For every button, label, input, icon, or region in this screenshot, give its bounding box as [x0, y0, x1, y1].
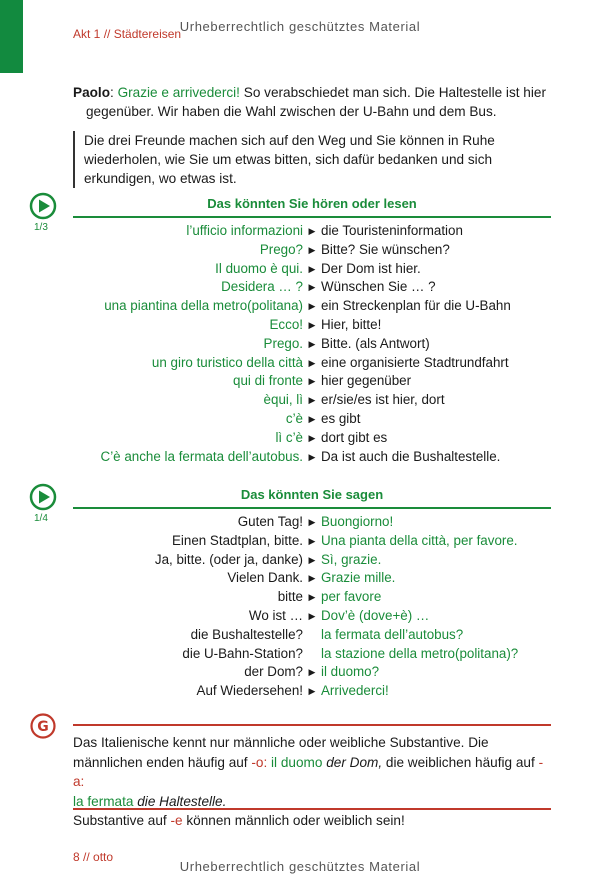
arrow-icon: ▶ [308, 667, 316, 678]
header-separator: // [103, 27, 111, 41]
vocab-row [73, 588, 551, 607]
ending-a: -a: [73, 754, 544, 789]
arrow-icon: ▶ [308, 226, 316, 236]
vocab-row [73, 391, 551, 410]
arrow-icon: ▶ [308, 319, 316, 330]
section-title-listen: Das könnten Sie hören oder lesen [207, 196, 417, 211]
arrow-icon: ▶ [308, 357, 316, 368]
grammar-icon-letter: G [37, 719, 49, 735]
arrow-icon: ▶ [308, 338, 316, 349]
vocab-right: Bitte? Sie wünschen? [321, 241, 450, 257]
vocab-right: Sì, grazie. [321, 551, 382, 567]
vocab-row [73, 448, 551, 467]
arrow-icon: ▶ [308, 301, 316, 312]
vocab-row [73, 626, 551, 645]
section-rule [73, 216, 551, 218]
grammar-text-3a: Substantive auf [73, 813, 167, 828]
arrow-icon: ▶ [308, 686, 316, 697]
narration-note: Die drei Freunde machen sich auf den Weg und Sie können in Ruhe wiederholen, wie Sie um etwas bitten, sich dafür bedanken und sich erkundigen, wo etwas ist. [73, 131, 562, 188]
speaker-quote: Grazie e arrivederci! [117, 85, 240, 100]
ending-e: -e [170, 813, 183, 828]
vocab-left: qui di fronte [233, 373, 303, 389]
vocab-row [73, 663, 551, 682]
vocab-left: lì c’è [275, 429, 303, 445]
vocab-right: Una pianta della città, per favore. [321, 532, 518, 548]
vocab-row [73, 316, 551, 335]
vocab-right: die Touristeninformation [321, 223, 463, 238]
arrow-icon: ▶ [308, 282, 316, 293]
vocab-left: Prego? [259, 241, 303, 257]
audio-track-number: 1/3 [34, 222, 48, 233]
vocab-right: la fermata dell’autobus? [321, 626, 464, 642]
section-title-speak: Das könnten Sie sagen [240, 487, 384, 502]
vocab-right: Bitte. (als Antwort) [321, 335, 430, 351]
vocab-left: èqui, lì [263, 392, 303, 408]
arrow-icon: ▶ [308, 263, 316, 274]
vocab-left: Desidera … ? [221, 279, 303, 295]
vocab-left: Vielen Dank. [227, 570, 303, 586]
chapter-color-bar [0, 0, 23, 73]
vocab-right: Dov’è (dove+è) … [321, 607, 430, 623]
vocab-right: eine organisierte Stadtrundfahrt [321, 354, 509, 370]
vocab-right: Grazie mille. [321, 570, 396, 586]
vocab-right: Buongiorno! [321, 514, 394, 529]
page-number: 8 [73, 850, 80, 864]
grammar-icon [30, 713, 56, 739]
vocab-right: ein Streckenplan für die U-Bahn [321, 298, 511, 314]
vocab-left: Prego. [263, 335, 303, 351]
translation-a: die Haltestelle. [137, 793, 227, 809]
vocab-left: die Bushaltestelle? [190, 626, 303, 642]
vocab-row [73, 260, 551, 279]
vocab-row [73, 429, 551, 448]
vocab-left: Ja, bitte. (oder ja, danke) [154, 551, 303, 567]
vocab-right: la stazione della metro(politana)? [321, 645, 519, 661]
intro-paragraph: Paolo: Grazie e arrivederci! So verabschiedet man sich. Die Haltestelle ist hier gegenüber. Wir haben die Wahl zwischen der U-Bahn und dem Bus. [73, 85, 546, 119]
vocab-row [73, 241, 551, 260]
vocab-list-listen [73, 222, 551, 466]
vocab-left: Guten Tag! [237, 514, 303, 529]
vocab-left: c’è [285, 410, 303, 426]
example-a: la fermata [73, 793, 134, 809]
vocab-right: hier gegenüber [321, 373, 412, 389]
arrow-icon: ▶ [308, 451, 316, 462]
grammar-rule-top [73, 724, 551, 726]
arrow-icon: ▶ [308, 376, 316, 387]
vocab-row [73, 551, 551, 570]
arrow-icon: ▶ [308, 244, 316, 255]
arrow-icon: ▶ [308, 535, 316, 546]
arrow-icon: ▶ [308, 432, 316, 443]
grammar-text-3b: können männlich oder weiblich sein! [186, 813, 405, 828]
audio-track-number: 1/4 [34, 513, 48, 524]
ending-o: -o: [251, 754, 268, 770]
grammar-rule-bottom [73, 808, 551, 810]
translation-o: der Dom, [326, 754, 383, 770]
vocab-left: der Dom? [244, 664, 303, 680]
vocab-right: er/sie/es ist hier, dort [321, 392, 445, 408]
arrow-icon: ▶ [308, 395, 316, 406]
vocab-left: Einen Stadtplan, bitte. [171, 532, 303, 548]
running-header [73, 27, 181, 41]
vocab-row [73, 569, 551, 588]
vocab-row [73, 682, 551, 701]
vocab-left: un giro turistico della città [151, 354, 303, 370]
speaker-name: Paolo [73, 85, 111, 100]
vocab-row [73, 222, 551, 241]
vocab-row [73, 297, 551, 316]
vocab-left: una piantina della metro(politana) [104, 298, 303, 314]
watermark-top: Urheberrechtlich geschütztes Material [179, 19, 421, 34]
vocab-right: Arrivederci! [321, 683, 389, 699]
chapter-title: Städtereisen [113, 27, 182, 41]
watermark-bottom: Urheberrechtlich geschütztes Material [179, 859, 421, 874]
vocab-left: l’ufficio informazioni [186, 223, 303, 238]
vocab-row [73, 410, 551, 429]
arrow-icon [303, 645, 321, 664]
arrow-icon: ▶ [308, 413, 316, 424]
vocab-row [73, 278, 551, 297]
page-number-word: otto [93, 850, 114, 864]
vocab-right: Wünschen Sie … ? [321, 279, 436, 295]
arrow-icon: ▶ [308, 610, 316, 621]
vocab-right: Der Dom ist hier. [321, 260, 421, 276]
vocab-row [73, 513, 551, 532]
vocab-row [73, 372, 551, 391]
vocab-left: Auf Wiedersehen! [196, 683, 303, 699]
vocab-left: Il duomo è qui. [215, 260, 303, 276]
vocab-left: C’è anche la fermata dell’autobus. [100, 448, 303, 464]
section-rule [73, 507, 551, 509]
chapter-label: Akt 1 [73, 27, 101, 41]
audio-play-icon[interactable] [29, 483, 57, 511]
vocab-row [73, 335, 551, 354]
footer-separator: // [83, 850, 90, 864]
vocab-list-speak [73, 513, 551, 701]
arrow-icon [303, 626, 321, 645]
vocab-left: die U-Bahn-Station? [182, 645, 303, 661]
vocab-left: bitte [277, 589, 303, 605]
arrow-icon: ▶ [308, 517, 316, 527]
vocab-right: per favore [321, 589, 382, 605]
grammar-text-2: die weiblichen häufig auf [385, 754, 535, 770]
grammar-box [73, 733, 551, 831]
arrow-icon: ▶ [308, 554, 316, 565]
vocab-left: Wo ist … [248, 607, 303, 623]
vocab-left: Ecco! [269, 316, 303, 332]
intro-text: So verabschiedet man sich. Die Haltestelle ist hier gegenüber. Wir haben die Wahl zwischen der U-Bahn und dem Bus. [86, 85, 546, 119]
example-o: il duomo [271, 754, 323, 770]
vocab-row [73, 354, 551, 373]
vocab-row [73, 532, 551, 551]
vocab-row [73, 645, 551, 664]
vocab-right: Da ist auch die Bushaltestelle. [321, 448, 501, 464]
arrow-icon: ▶ [308, 592, 316, 603]
vocab-right: il duomo? [321, 664, 380, 680]
vocab-row [73, 607, 551, 626]
vocab-right: dort gibt es [321, 429, 388, 445]
arrow-icon: ▶ [308, 573, 316, 584]
vocab-right: es gibt [321, 410, 361, 426]
grammar-text-1: Das Italienische kennt nur männliche oder weibliche Substantive. Die männlichen enden häufig auf [73, 735, 489, 770]
vocab-right: Hier, bitte! [321, 316, 382, 332]
audio-play-icon[interactable] [29, 192, 57, 220]
